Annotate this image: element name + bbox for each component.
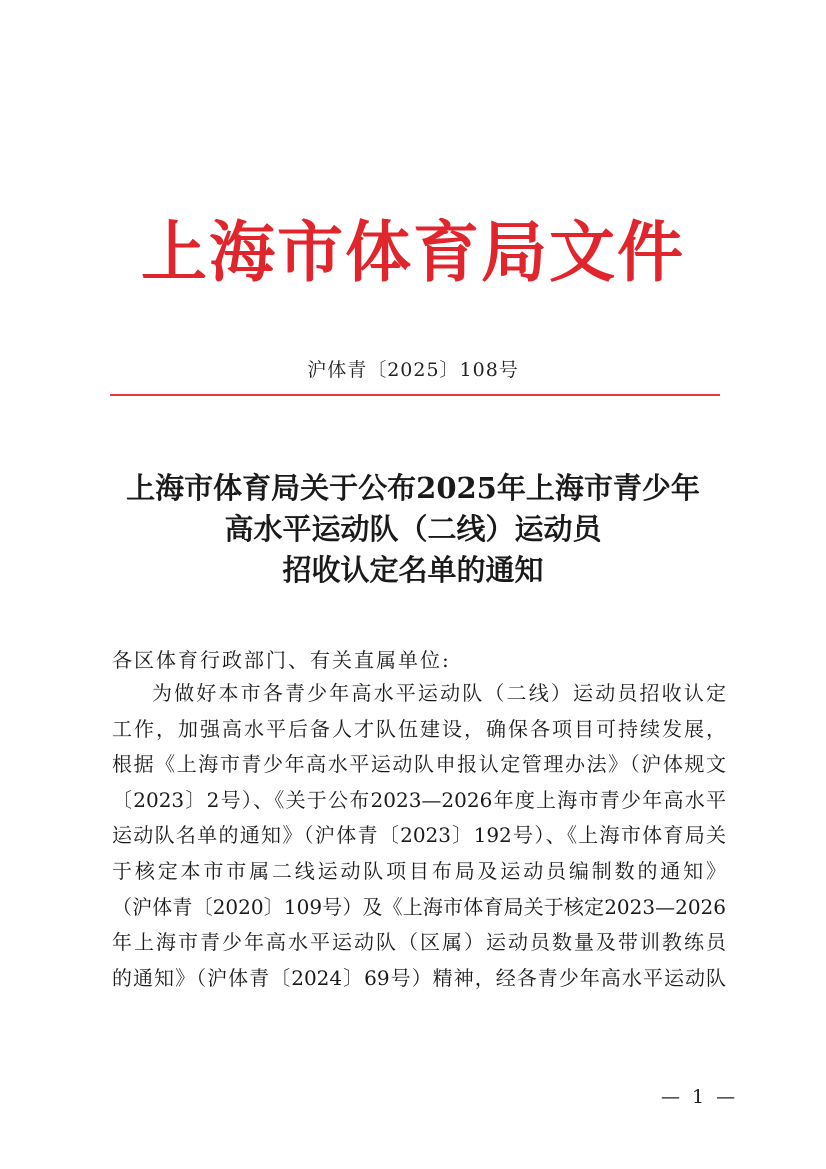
body-paragraph (112, 676, 752, 996)
body-line: 工作，加强高水平后备人才队伍建设，确保各项目可持续发展， (112, 716, 726, 741)
body-line: 为做好本市各青少年高水平运动队（二线）运动员招收认定 (152, 681, 726, 705)
notice-title-line: 高水平运动队（二线）运动员 (224, 512, 602, 546)
body-line: 于核定本市市属二线运动队项目布局及运动员编制数的通知》 (112, 858, 726, 883)
issuing-authority-header: 上海市体育局文件 (141, 213, 685, 291)
notice-title-line: 招收认定名单的通知 (282, 553, 544, 587)
body-line: 根据《上海市青少年高水平运动队申报认定管理办法》（沪体规文 (112, 752, 726, 777)
salutation: 各区体育行政部门、有关直属单位: (112, 648, 451, 672)
notice-title-line: 上海市体育局关于公布2025年上海市青少年 (126, 471, 700, 505)
body-line: 运动队名单的通知》（沪体青〔2023〕192号）、《上海市体育局关 (112, 823, 726, 848)
notice-title (0, 468, 826, 591)
body-line: 的通知》（沪体青〔2024〕69号）精神，经各青少年高水平运动队 (112, 965, 726, 990)
body-line: （沪体青〔2020〕109号）及《上海市体育局关于核定2023—2026 (112, 894, 726, 919)
page-number: — 1 — (661, 1086, 739, 1108)
document-number: 沪体青〔2025〕108号 (307, 359, 519, 381)
body-line: 年上海市青少年高水平运动队（区属）运动员数量及带训教练员 (112, 930, 726, 955)
red-divider-line (110, 394, 720, 396)
body-line: 〔2023〕2号）、《关于公布2023—2026年度上海市青少年高水平 (112, 787, 726, 812)
